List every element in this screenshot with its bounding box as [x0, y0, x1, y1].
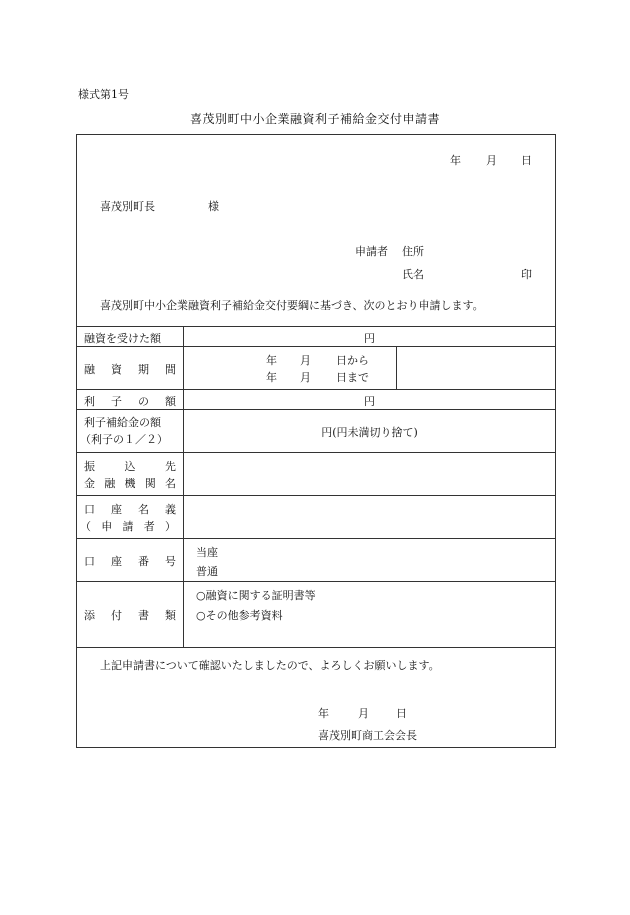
confirmation-date-year: 年	[318, 707, 329, 720]
applicant-label: 申請者	[355, 245, 388, 258]
document-title: 喜茂別町中小企業融資利子補給金交付申請書	[189, 112, 440, 126]
period-end-day: 日まで	[336, 371, 369, 384]
interest-amount-unit: 円	[364, 395, 375, 408]
attachment-item-loan-certificate: ○融資に関する証明書等	[196, 589, 316, 602]
subsidy-amount-label-line1: 利子補給金の額	[84, 416, 161, 429]
confirmation-date-month: 月	[358, 707, 369, 720]
address-label: 住所	[402, 245, 424, 258]
row-divider	[76, 452, 556, 453]
period-end-year: 年	[266, 371, 277, 384]
confirmation-signer: 喜茂別町商工会会長	[318, 729, 417, 742]
period-column-divider	[396, 346, 397, 389]
loan-amount-label-text: 融資を受けた額	[84, 332, 161, 345]
row-divider	[76, 409, 556, 410]
row-divider	[76, 326, 556, 327]
row-divider	[76, 495, 556, 496]
name-label: 氏名	[402, 268, 424, 281]
account-holder-label-line1: 口 座 名 義	[84, 503, 176, 516]
bank-label-line2: 金 融 機 関 名	[84, 477, 176, 490]
period-start-day: 日から	[336, 354, 369, 367]
account-type-ordinary: 普通	[196, 565, 218, 578]
form-number: 様式第1号	[78, 88, 129, 101]
date-month: 月	[486, 154, 497, 167]
loan-amount-label	[84, 330, 176, 346]
row-divider	[76, 647, 556, 648]
confirmation-statement: 上記申請書について確認いたしましたので、よろしくお願いします。	[100, 659, 440, 672]
confirmation-date-day: 日	[396, 707, 407, 720]
period-start-year: 年	[266, 354, 277, 367]
attachments-label: 添 付 書 類	[84, 609, 176, 622]
account-type-current: 当座	[196, 546, 218, 559]
loan-period-label: 融 資 期 間	[84, 363, 176, 376]
row-divider	[76, 538, 556, 539]
attachment-item-reference-materials: ○その他参考資料	[196, 609, 283, 622]
account-number-label: 口 座 番 号	[84, 555, 176, 568]
subsidy-amount-label-line2: （利子の１／２）	[80, 433, 168, 446]
period-start-month: 月	[300, 354, 311, 367]
account-holder-label-line2: （ 申 請 者 ）	[80, 520, 176, 533]
date-year: 年	[450, 154, 461, 167]
row-divider	[76, 389, 556, 390]
loan-amount-unit: 円	[364, 332, 375, 345]
application-statement: 喜茂別町中小企業融資利子補給金交付要綱に基づき、次のとおり申請します。	[100, 299, 484, 312]
addressee: 喜茂別町長	[100, 200, 155, 213]
honorific: 様	[208, 200, 219, 213]
row-divider	[76, 581, 556, 582]
subsidy-amount-unit: 円(円未満切り捨て)	[321, 426, 418, 439]
bank-label-line1: 振 込 先	[84, 460, 176, 473]
seal-mark: 印	[521, 268, 532, 281]
date-day: 日	[521, 154, 532, 167]
interest-amount-label: 利 子 の 額	[84, 395, 176, 408]
period-end-month: 月	[300, 371, 311, 384]
row-divider	[76, 346, 556, 347]
column-divider	[183, 326, 184, 647]
